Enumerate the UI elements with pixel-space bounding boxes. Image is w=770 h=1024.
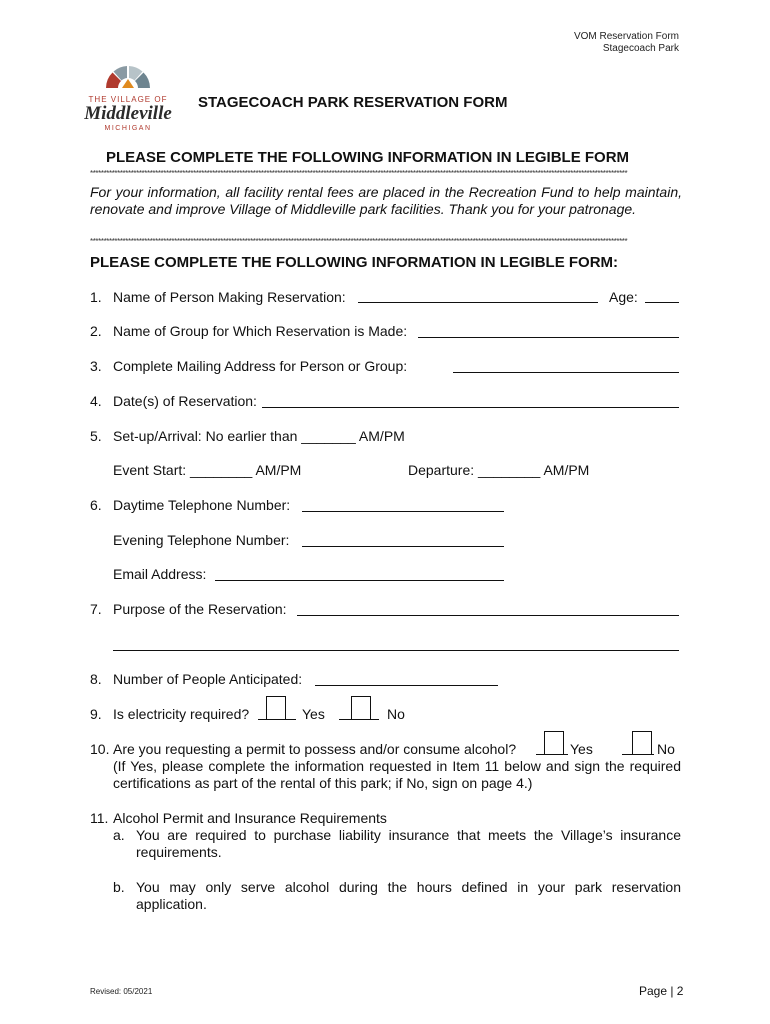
- daytime-phone-field[interactable]: [302, 511, 504, 512]
- reservation-dates-field[interactable]: [262, 407, 679, 408]
- departure-label: Departure: ________ AM/PM: [408, 462, 590, 478]
- electricity-no-line: [339, 719, 379, 720]
- electricity-no-checkbox[interactable]: [351, 696, 371, 719]
- sub-item-label: b.: [113, 879, 125, 895]
- group-name-label: Name of Group for Which Reservation is Made:: [113, 323, 408, 339]
- item-number: 2.: [90, 323, 102, 339]
- item-number: 6.: [90, 497, 102, 513]
- email-label: Email Address:: [113, 566, 207, 582]
- item-number: 8.: [90, 671, 102, 687]
- item-number: 4.: [90, 393, 102, 409]
- header-line-2: Stagecoach Park: [602, 43, 679, 54]
- alcohol-requirements-heading: Alcohol Permit and Insurance Requirements: [113, 810, 387, 826]
- alcohol-permit-label: Are you requesting a permit to possess and/or consume alcohol?: [113, 741, 517, 757]
- people-count-label: Number of People Anticipated:: [113, 671, 303, 687]
- alcohol-note: (If Yes, please complete the information requested in Item 11 below and sign the required certifications as part of the rental of this park; if No, sign on page 4.): [113, 758, 681, 791]
- reservation-dates-label: Date(s) of Reservation:: [113, 393, 257, 409]
- alcohol-hours-requirement: You may only serve alcohol during the hours defined in your park reservation application.: [136, 879, 681, 912]
- header-meta: [574, 31, 679, 55]
- item-number: 1.: [90, 289, 102, 305]
- people-count-field[interactable]: [315, 685, 498, 686]
- reserver-name-field[interactable]: [358, 302, 598, 303]
- daytime-phone-label: Daytime Telephone Number:: [113, 497, 291, 513]
- alcohol-yes-line: [536, 754, 568, 755]
- item-number: 3.: [90, 358, 102, 374]
- alcohol-no-label: No: [657, 741, 675, 757]
- logo-sunburst-icon: [70, 62, 190, 134]
- purpose-field-line-2[interactable]: [113, 650, 679, 651]
- email-field[interactable]: [215, 580, 504, 581]
- item-number: 11.: [90, 810, 109, 826]
- evening-phone-field[interactable]: [302, 546, 504, 547]
- electricity-no-label: No: [387, 706, 405, 722]
- alcohol-yes-checkbox[interactable]: [544, 731, 564, 754]
- revision-date: Revised: 05/2021: [90, 987, 153, 996]
- item-number: 10.: [90, 741, 110, 757]
- group-name-field[interactable]: [418, 337, 679, 338]
- purpose-label: Purpose of the Reservation:: [113, 601, 287, 617]
- purpose-field[interactable]: [297, 615, 679, 616]
- item-number: 7.: [90, 601, 102, 617]
- village-logo: [70, 62, 190, 134]
- insurance-requirement: You are required to purchase liability insurance that meets the Village’s insurance requirements.: [136, 827, 681, 860]
- svg-text:Middleville: Middleville: [84, 103, 172, 124]
- alcohol-no-line: [622, 754, 654, 755]
- evening-phone-label: Evening Telephone Number:: [113, 532, 290, 548]
- intro-text: For your information, all facility rental fees are placed in the Recreation Fund to help maintain, renovate and improve Village of Middleville park facilities. Thank you for your patronage.: [90, 184, 682, 217]
- sub-item-label: a.: [113, 827, 125, 843]
- header-line-1: VOM Reservation Form: [573, 31, 679, 42]
- electricity-yes-line: [258, 719, 296, 720]
- electricity-yes-label: Yes: [302, 706, 325, 722]
- alcohol-no-checkbox[interactable]: [632, 731, 652, 754]
- item-number: 5.: [90, 428, 102, 444]
- instruction-heading-2: PLEASE COMPLETE THE FOLLOWING INFORMATION IN LEGIBLE FORM:: [90, 254, 619, 271]
- setup-arrival-label: Set-up/Arrival: No earlier than _______ AM/PM: [113, 428, 405, 444]
- page-number: Page | 2: [639, 984, 684, 998]
- svg-text:MICHIGAN: MICHIGAN: [104, 125, 152, 132]
- separator-stars: ******************************************************************************************************************************************************************************************************: [90, 238, 628, 246]
- reserver-name-label: Name of Person Making Reservation:: [113, 289, 346, 305]
- age-label: Age:: [609, 289, 638, 305]
- item-number: 9.: [90, 706, 102, 722]
- separator-stars: ******************************************************************************************************************************************************************************************************: [90, 170, 628, 178]
- form-title: STAGECOACH PARK RESERVATION FORM: [198, 94, 508, 111]
- electricity-yes-checkbox[interactable]: [266, 696, 286, 719]
- svg-text:THE VILLAGE OF: THE VILLAGE OF: [88, 95, 168, 104]
- event-start-label: Event Start: ________ AM/PM: [113, 462, 302, 478]
- alcohol-yes-label: Yes: [570, 741, 593, 757]
- age-field[interactable]: [645, 302, 679, 303]
- electricity-label: Is electricity required?: [113, 706, 250, 722]
- instruction-heading: PLEASE COMPLETE THE FOLLOWING INFORMATION IN LEGIBLE FORM: [106, 149, 630, 166]
- mailing-address-field[interactable]: [453, 372, 679, 373]
- mailing-address-label: Complete Mailing Address for Person or Group:: [113, 358, 408, 374]
